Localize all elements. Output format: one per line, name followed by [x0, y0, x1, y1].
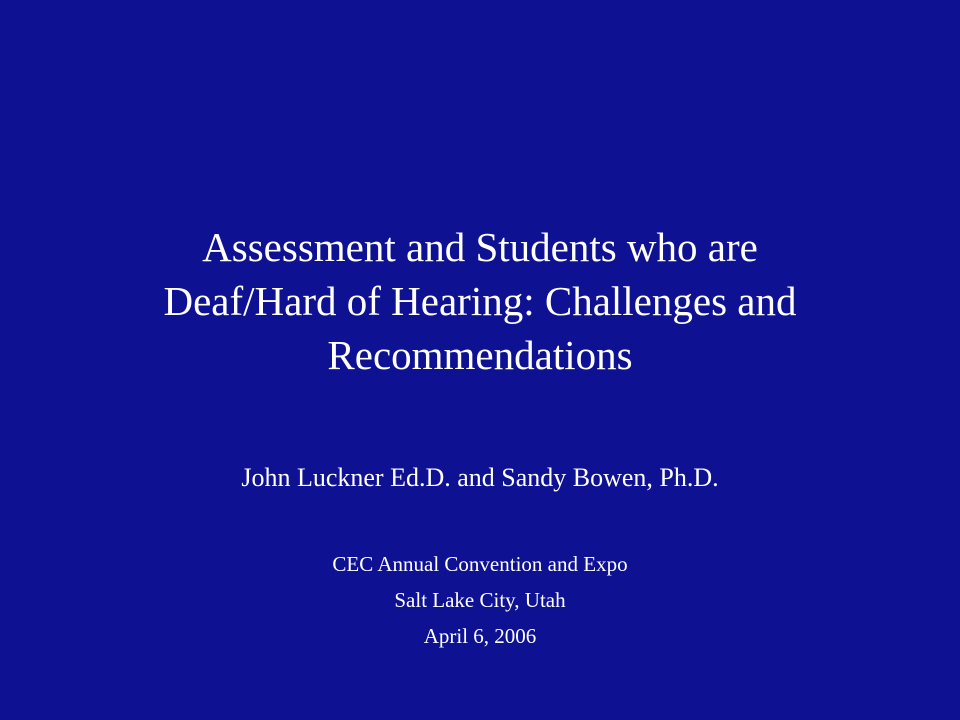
event-date: April 6, 2006: [423, 624, 537, 648]
event-name: CEC Annual Convention and Expo: [332, 552, 628, 576]
slide-title-line: Deaf/Hard of Hearing: Challenges and: [163, 278, 797, 324]
slide-title-line: Assessment and Students who are: [202, 224, 758, 270]
slide-authors: John Luckner Ed.D. and Sandy Bowen, Ph.D.: [241, 463, 719, 492]
slide-title-line: Recommendations: [327, 332, 633, 378]
event-details: [60, 546, 900, 654]
slide-title: [60, 220, 900, 382]
event-location: Salt Lake City, Utah: [394, 588, 566, 612]
